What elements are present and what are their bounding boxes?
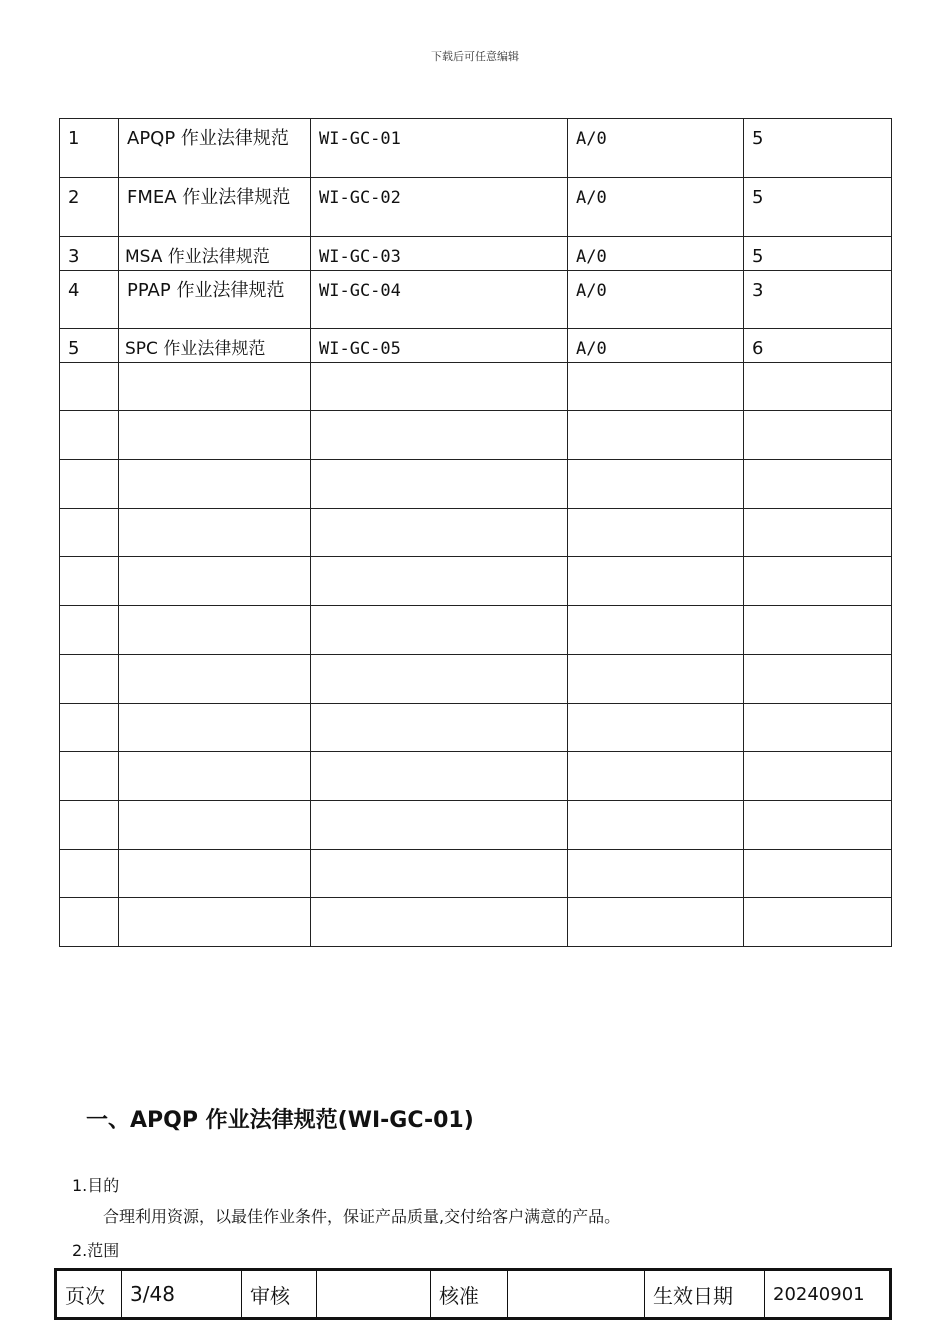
table-row-empty (60, 801, 892, 850)
document-code: WI-GC-01 (311, 119, 568, 178)
table-row (60, 119, 892, 178)
row-number: 4 (60, 271, 119, 329)
table-row-empty (60, 363, 892, 411)
table-row-empty (60, 509, 892, 557)
effective-date-value: 20240901 (765, 1270, 891, 1319)
document-name: FMEA 作业法律规范 (119, 178, 311, 237)
table-row-empty (60, 752, 892, 801)
document-pages: 5 (744, 178, 892, 237)
document-code: WI-GC-02 (311, 178, 568, 237)
section-title: 一、APQP 作业法律规范(WI-GC-01) (86, 1108, 474, 1133)
row-number: 5 (60, 329, 119, 363)
document-version: A/0 (568, 178, 744, 237)
document-name: PPAP 作业法律规范 (119, 271, 311, 329)
table-row-empty (60, 606, 892, 655)
page-label: 页次 (56, 1270, 122, 1319)
table-row (60, 178, 892, 237)
table-row-empty (60, 557, 892, 606)
document-version: A/0 (568, 271, 744, 329)
document-name: MSA 作业法律规范 (119, 237, 311, 271)
purpose-heading: 1.目的 (72, 1176, 120, 1195)
document-name: SPC 作业法律规范 (119, 329, 311, 363)
table-row-empty (60, 704, 892, 752)
document-pages: 6 (744, 329, 892, 363)
approve-label: 核准 (431, 1270, 508, 1319)
effective-date-label: 生效日期 (645, 1270, 765, 1319)
table-row-empty (60, 898, 892, 947)
review-value (317, 1270, 431, 1319)
document-code: WI-GC-03 (311, 237, 568, 271)
document-index-table (59, 118, 892, 947)
review-label: 审核 (242, 1270, 317, 1319)
scope-heading: 2.范围 (72, 1241, 120, 1260)
table-row (60, 237, 892, 271)
document-version: A/0 (568, 329, 744, 363)
page-value: 3/48 (122, 1270, 242, 1319)
document-version: A/0 (568, 237, 744, 271)
row-number: 1 (60, 119, 119, 178)
table-row-empty (60, 411, 892, 460)
footer-info-table (54, 1268, 892, 1320)
document-code: WI-GC-04 (311, 271, 568, 329)
approve-value (508, 1270, 645, 1319)
table-row (60, 271, 892, 329)
table-row-empty (60, 850, 892, 898)
table-row (60, 329, 892, 363)
table-row-empty (60, 655, 892, 704)
header-note: 下载后可任意编辑 (431, 50, 519, 63)
document-name: APQP 作业法律规范 (119, 119, 311, 178)
document-pages: 3 (744, 271, 892, 329)
document-code: WI-GC-05 (311, 329, 568, 363)
row-number: 3 (60, 237, 119, 271)
document-pages: 5 (744, 119, 892, 178)
row-number: 2 (60, 178, 119, 237)
table-row-empty (60, 460, 892, 509)
purpose-text: 合理利用资源，以最佳作业条件，保证产品质量,交付给客户满意的产品。 (103, 1207, 621, 1226)
document-version: A/0 (568, 119, 744, 178)
document-pages: 5 (744, 237, 892, 271)
